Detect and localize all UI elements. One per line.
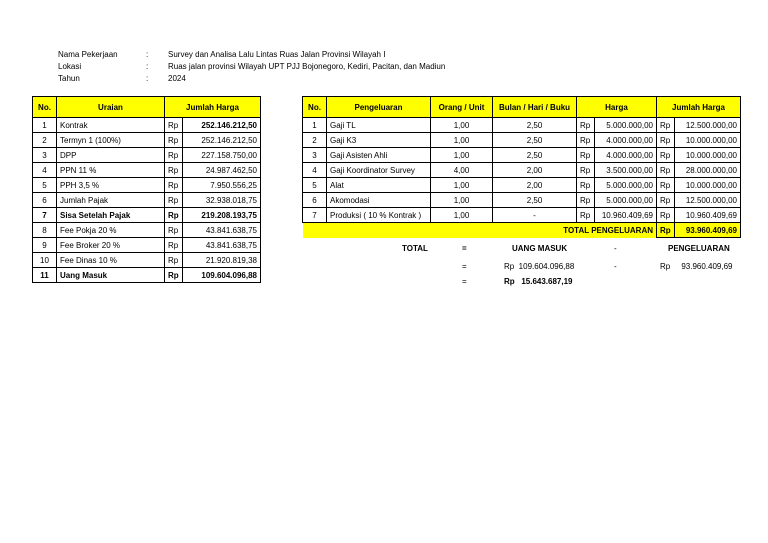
header-colon: : (146, 50, 149, 59)
row-price: 5.000.000,00 (595, 118, 657, 133)
row-price-currency: Rp (577, 193, 595, 208)
header-value: Survey dan Analisa Lalu Lintas Ruas Jalan Provinsi Wilayah I (168, 50, 386, 59)
row-description: PPH 3,5 % (57, 178, 165, 193)
income-row (33, 193, 261, 208)
row-total-currency: Rp (657, 133, 675, 148)
col-header-jumlah: Jumlah Harga (657, 97, 741, 118)
row-currency: Rp (165, 268, 183, 283)
row-item: Gaji K3 (327, 133, 431, 148)
expense-row (303, 163, 741, 178)
row-currency: Rp (165, 193, 183, 208)
row-total: 10.000.000,00 (675, 133, 741, 148)
summary-eq-3: = (462, 277, 467, 286)
row-item: Gaji Koordinator Survey (327, 163, 431, 178)
row-orang-unit: 1,00 (431, 118, 493, 133)
row-item: Produksi ( 10 % Kontrak ) (327, 208, 431, 223)
row-total: 10.960.409,69 (675, 208, 741, 223)
row-bulan: 2,50 (493, 193, 577, 208)
col-header-no: No. (33, 97, 57, 118)
row-bulan: 2,00 (493, 178, 577, 193)
expense-row (303, 133, 741, 148)
row-number: 3 (303, 148, 327, 163)
row-currency: Rp (165, 178, 183, 193)
row-price-currency: Rp (577, 118, 595, 133)
row-amount: 219.208.193,75 (183, 208, 261, 223)
income-row (33, 208, 261, 223)
row-orang-unit: 1,00 (431, 148, 493, 163)
row-currency: Rp (165, 118, 183, 133)
row-description: Fee Broker 20 % (57, 238, 165, 253)
income-row (33, 133, 261, 148)
row-price: 4.000.000,00 (595, 133, 657, 148)
row-currency: Rp (165, 163, 183, 178)
expense-row (303, 178, 741, 193)
row-price: 3.500.000,00 (595, 163, 657, 178)
row-total-currency: Rp (657, 148, 675, 163)
header-row-year (58, 73, 445, 85)
col-header-jumlah: Jumlah Harga (165, 97, 261, 118)
row-item: Gaji TL (327, 118, 431, 133)
row-price: 5.000.000,00 (595, 193, 657, 208)
row-number: 3 (33, 148, 57, 163)
row-item: Alat (327, 178, 431, 193)
row-description: Fee Pokja 20 % (57, 223, 165, 238)
row-number: 1 (303, 118, 327, 133)
col-header-harga: Harga (577, 97, 657, 118)
summary-eq-2: = (462, 262, 467, 271)
row-description: Uang Masuk (57, 268, 165, 283)
total-expense-label: TOTAL PENGELUARAN (303, 223, 657, 238)
row-bulan: 2,00 (493, 163, 577, 178)
row-description: PPN 11 % (57, 163, 165, 178)
row-amount: 7.950.556,25 (183, 178, 261, 193)
summary-total-label: TOTAL (402, 244, 428, 253)
income-row (33, 268, 261, 283)
header-row-job (58, 49, 445, 61)
row-currency: Rp (165, 133, 183, 148)
row-price-currency: Rp (577, 163, 595, 178)
row-amount: 252.146.212,50 (183, 118, 261, 133)
row-number: 6 (303, 193, 327, 208)
row-currency: Rp (165, 148, 183, 163)
row-number: 7 (303, 208, 327, 223)
row-currency: Rp (165, 223, 183, 238)
summary-pengeluaran-label: PENGELUARAN (668, 244, 730, 253)
header-row-location (58, 61, 445, 73)
row-number: 9 (33, 238, 57, 253)
row-orang-unit: 1,00 (431, 133, 493, 148)
income-row (33, 178, 261, 193)
row-item: Akomodasi (327, 193, 431, 208)
expense-row (303, 118, 741, 133)
row-bulan: 2,50 (493, 148, 577, 163)
col-header-pengeluaran: Pengeluaran (327, 97, 431, 118)
row-number: 4 (33, 163, 57, 178)
col-header-no: No. (303, 97, 327, 118)
col-header-bulan: Bulan / Hari / Buku (493, 97, 577, 118)
row-amount: 109.604.096,88 (183, 268, 261, 283)
row-total-currency: Rp (657, 178, 675, 193)
expense-table (302, 96, 741, 238)
row-total-currency: Rp (657, 193, 675, 208)
income-table-body (33, 118, 261, 283)
row-description: Fee Dinas 10 % (57, 253, 165, 268)
row-amount: 21.920.819,38 (183, 253, 261, 268)
row-number: 11 (33, 268, 57, 283)
row-total-currency: Rp (657, 163, 675, 178)
row-total: 28.000.000,00 (675, 163, 741, 178)
col-header-orang: Orang / Unit (431, 97, 493, 118)
expense-row (303, 208, 741, 223)
row-orang-unit: 4,00 (431, 163, 493, 178)
row-total: 10.000.000,00 (675, 148, 741, 163)
row-description: DPP (57, 148, 165, 163)
summary-uang-masuk-label: UANG MASUK (512, 244, 568, 253)
header-label: Nama Pekerjaan (58, 50, 118, 59)
row-number: 5 (303, 178, 327, 193)
row-bulan: 2,50 (493, 133, 577, 148)
row-orang-unit: 1,00 (431, 178, 493, 193)
row-price-currency: Rp (577, 178, 595, 193)
summary-dash-2: - (614, 262, 617, 271)
row-number: 2 (303, 133, 327, 148)
row-total: 12.500.000,00 (675, 193, 741, 208)
row-bulan: 2,50 (493, 118, 577, 133)
header-label: Lokasi (58, 62, 82, 71)
row-orang-unit: 1,00 (431, 208, 493, 223)
job-header (58, 49, 445, 85)
row-price-currency: Rp (577, 133, 595, 148)
income-row (33, 238, 261, 253)
row-currency: Rp (165, 253, 183, 268)
row-price-currency: Rp (577, 148, 595, 163)
row-bulan: - (493, 208, 577, 223)
total-expense-row (303, 223, 741, 238)
row-amount: 32.938.018,75 (183, 193, 261, 208)
row-amount: 227.158.750,00 (183, 148, 261, 163)
summary-pengeluaran-value: Rp 93.960.409,69 (660, 262, 733, 271)
row-price: 5.000.000,00 (595, 178, 657, 193)
row-description: Sisa Setelah Pajak (57, 208, 165, 223)
col-header-uraian: Uraian (57, 97, 165, 118)
row-price-currency: Rp (577, 208, 595, 223)
header-colon: : (146, 62, 149, 71)
row-number: 2 (33, 133, 57, 148)
summary-selisih-value: Rp 15.643.687,19 (504, 277, 573, 286)
row-description: Termyn 1 (100%) (57, 133, 165, 148)
total-expense-amount: 93.960.409,69 (675, 223, 741, 238)
income-table (32, 96, 261, 283)
income-row (33, 223, 261, 238)
row-price: 4.000.000,00 (595, 148, 657, 163)
summary-dash-1: - (614, 244, 617, 253)
row-amount: 252.146.212,50 (183, 133, 261, 148)
row-description: Kontrak (57, 118, 165, 133)
row-number: 6 (33, 193, 57, 208)
income-row (33, 253, 261, 268)
total-expense-currency: Rp (657, 223, 675, 238)
row-amount: 24.987.462,50 (183, 163, 261, 178)
row-total-currency: Rp (657, 118, 675, 133)
row-number: 1 (33, 118, 57, 133)
row-number: 7 (33, 208, 57, 223)
header-colon: : (146, 74, 149, 83)
row-price: 10.960.409,69 (595, 208, 657, 223)
row-number: 4 (303, 163, 327, 178)
row-number: 5 (33, 178, 57, 193)
row-currency: Rp (165, 208, 183, 223)
income-row (33, 163, 261, 178)
row-number: 10 (33, 253, 57, 268)
header-label: Tahun (58, 74, 80, 83)
row-amount: 43.841.638,75 (183, 238, 261, 253)
row-orang-unit: 1,00 (431, 193, 493, 208)
row-item: Gaji Asisten Ahli (327, 148, 431, 163)
row-total-currency: Rp (657, 208, 675, 223)
expense-row (303, 148, 741, 163)
income-row (33, 118, 261, 133)
summary-eq-1: = (462, 244, 467, 253)
expense-row (303, 193, 741, 208)
row-total: 12.500.000,00 (675, 118, 741, 133)
row-amount: 43.841.638,75 (183, 223, 261, 238)
row-currency: Rp (165, 238, 183, 253)
expense-table-body (303, 118, 741, 223)
summary-uang-masuk-value: Rp 109.604.096,88 (504, 262, 575, 271)
row-number: 8 (33, 223, 57, 238)
row-description: Jumlah Pajak (57, 193, 165, 208)
header-value: Ruas jalan provinsi Wilayah UPT PJJ Bojonegoro, Kediri, Pacitan, dan Madiun (168, 62, 446, 71)
income-row (33, 148, 261, 163)
header-value: 2024 (168, 74, 186, 83)
row-total: 10.000.000,00 (675, 178, 741, 193)
